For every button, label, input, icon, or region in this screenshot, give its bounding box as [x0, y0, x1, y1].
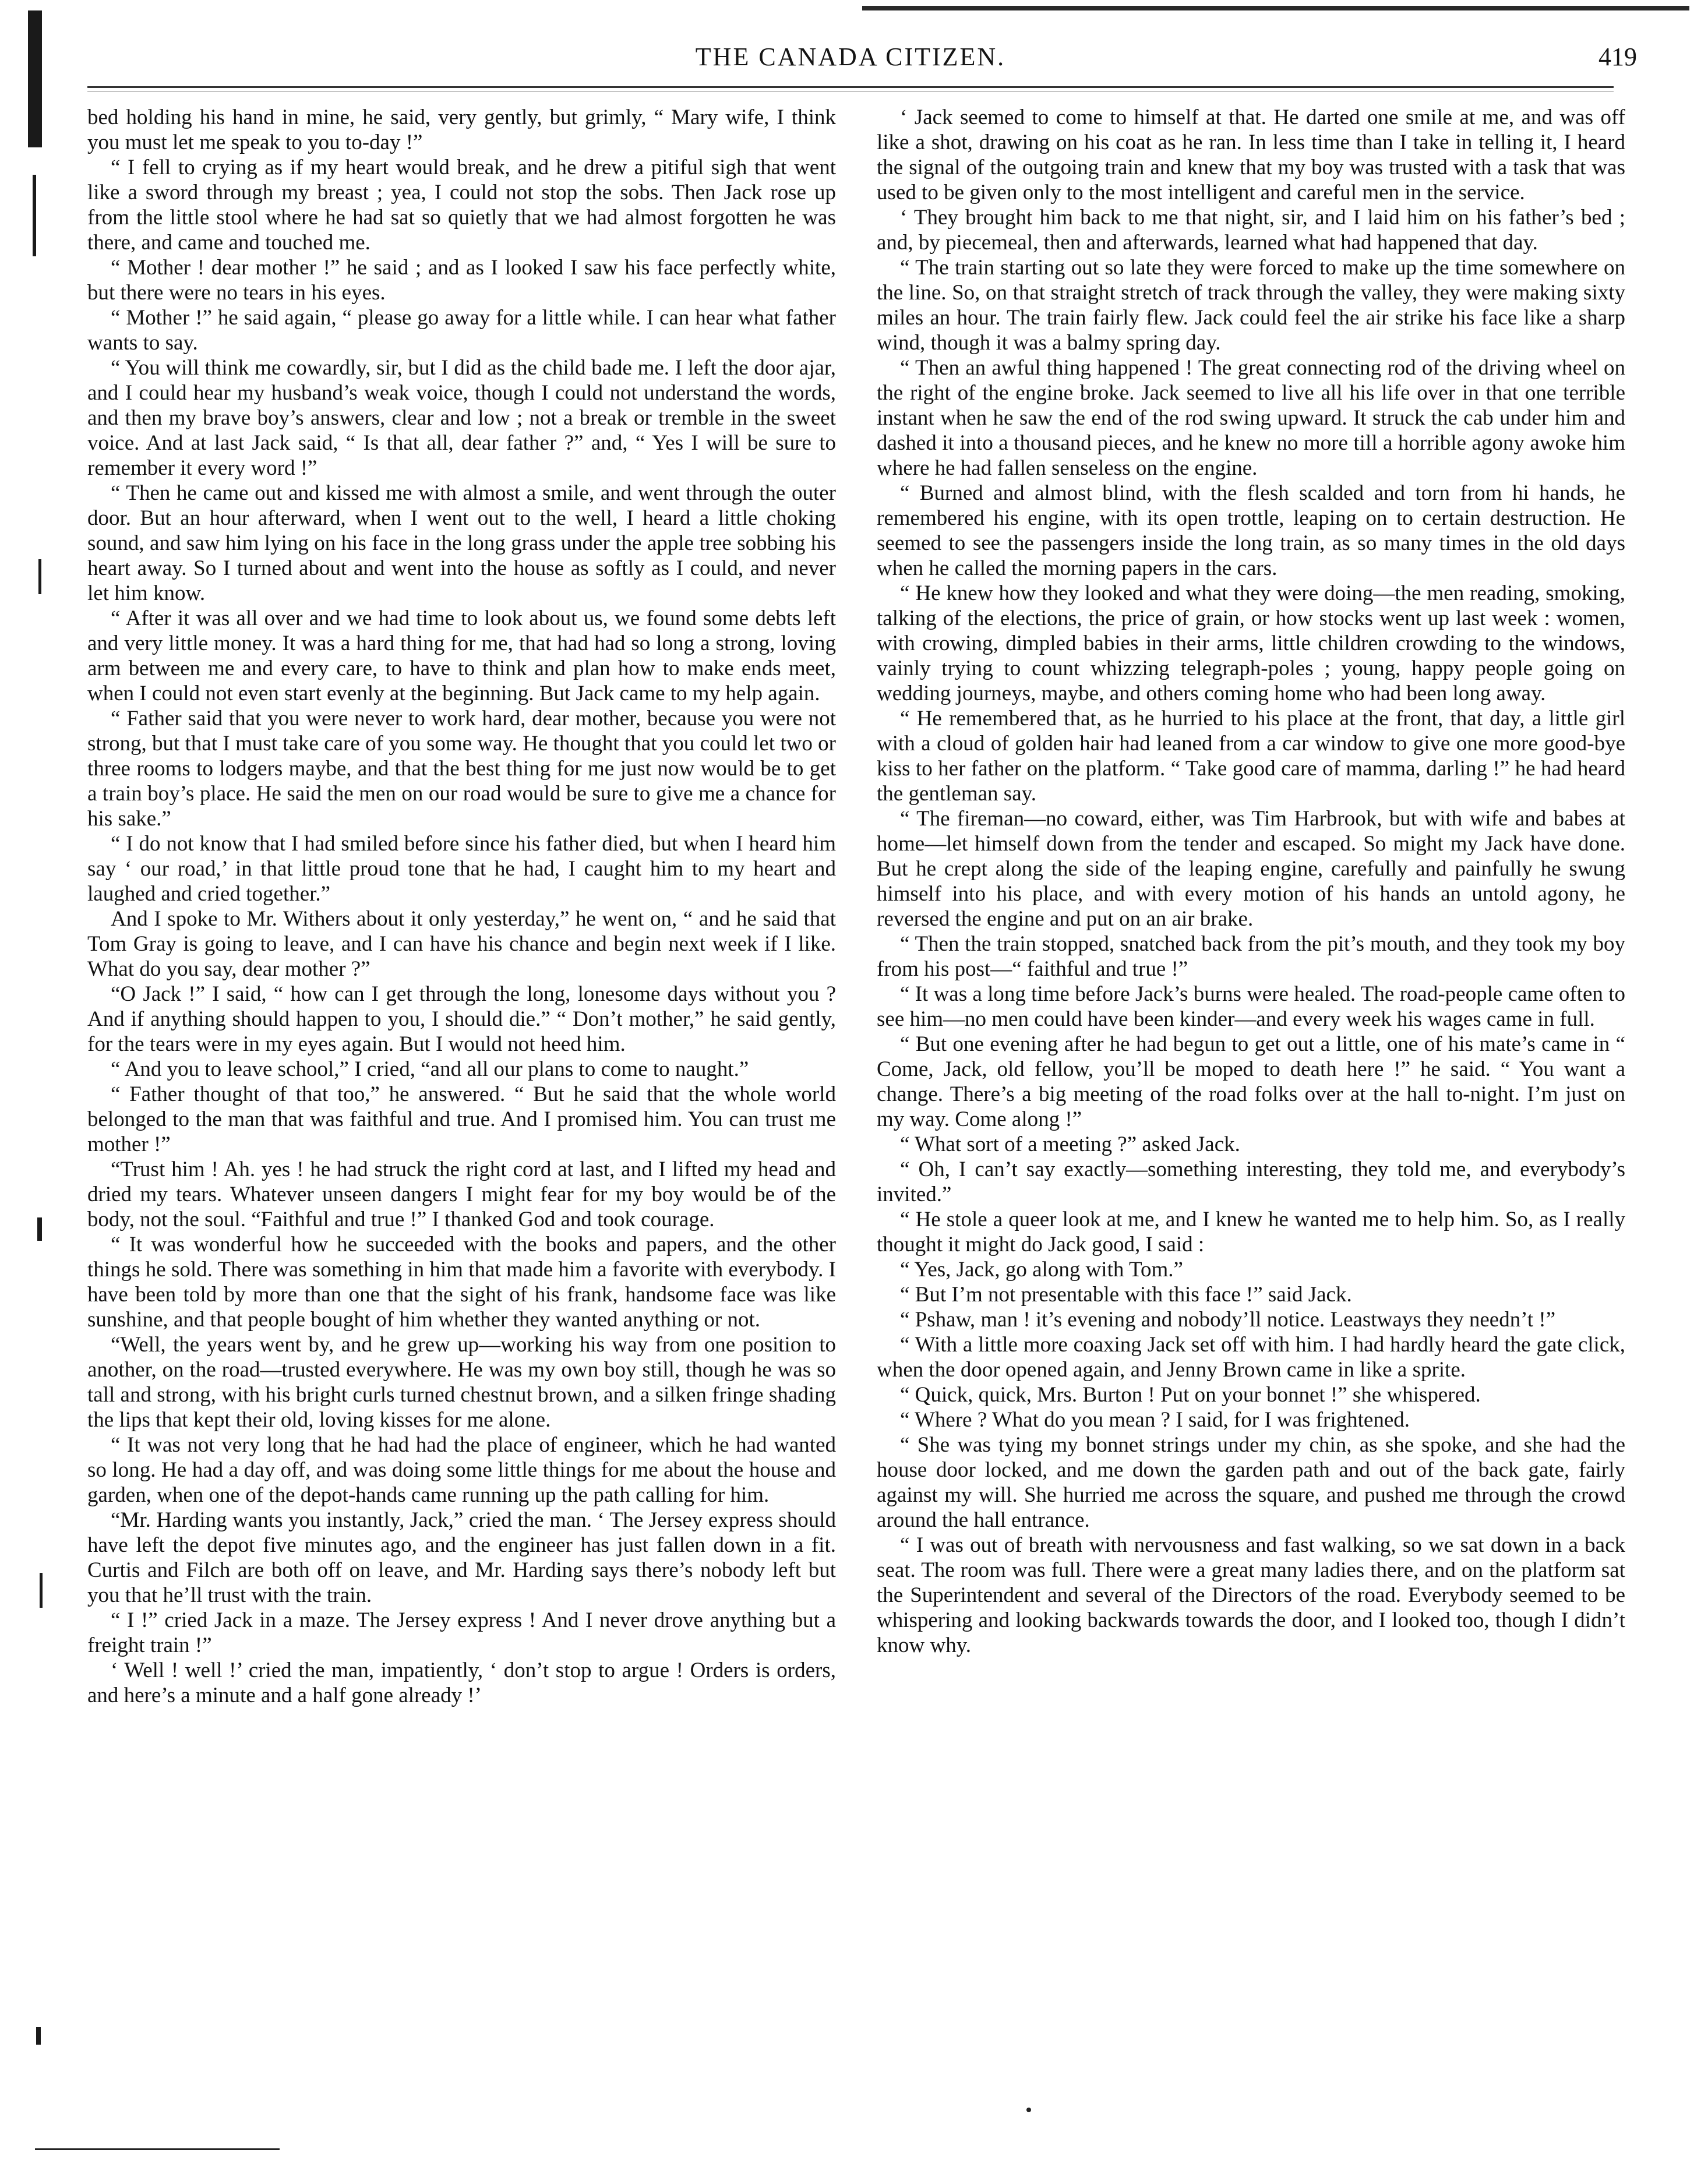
top-rule	[862, 6, 1689, 10]
binding-mark	[36, 2027, 41, 2045]
binding-mark	[40, 1573, 43, 1608]
paragraph: ‘ They brought him back to me that night, sir, and I laid him on his father’s bed ; and, by piecemeal, then and afterwards, learned what had happened that day.	[877, 206, 1625, 255]
paragraph: “ Then an awful thing happened ! The great connecting rod of the driving wheel on the right of the engine broke. Jack seemed to live all his life over in that one terrible instant when he saw the end of the rod swing upward. It struck the cab under him and dashed it into a thousand pieces, and he knew no more till a horrible agony awoke him where he had fallen senseless on the engine.	[877, 356, 1625, 480]
paragraph: “ It was wonderful how he succeeded with the books and papers, and the other things he sold. There was something in him that made him a favorite with everybody. I have been told by more than one that the sight of his frank, handsome face was like sunshine, and that people bought of him whether they wanted anything or not.	[87, 1233, 836, 1332]
paragraph: “ The train starting out so late they were forced to make up the time somewhere on the line. So, on that straight stretch of track through the valley, they were making sixty miles an hour. The train fairly flew. Jack could feel the air strike his face like a sharp wind, though it was a balmy spring day.	[877, 256, 1625, 355]
paragraph: “ It was not very long that he had had the place of engineer, which he had wanted so long. He had a day off, and was doing some little things for me about the house and garden, when one of the depot-hands came running up the path calling for him.	[87, 1433, 836, 1507]
paragraph: ‘ Well ! well !’ cried the man, impatiently, ‘ don’t stop to argue ! Orders is orders, and here’s a minute and a half gone already !’	[87, 1658, 836, 1707]
paragraph: “ Quick, quick, Mrs. Burton ! Put on your bonnet !” she whispered.	[900, 1383, 1481, 1407]
paragraph: “ Mother !” he said again, “ please go away for a little while. I can hear what father wants to say.	[87, 306, 836, 355]
binding-mark	[33, 175, 36, 256]
binding-mark	[38, 559, 41, 594]
running-head	[64, 42, 1637, 89]
paragraph: ‘ Jack seemed to come to himself at that. He darted one smile at me, and was off like a shot, drawing on his coat as he ran. In less time than I take in telling it, I heard the signal of the outgoing train and knew that my boy was trusted with a task that was used to be given only to the most intelligent and careful men in the service.	[877, 105, 1625, 204]
header-rule	[87, 86, 1614, 88]
binding-mark	[37, 1217, 42, 1241]
paragraph: “ The fireman—no coward, either, was Tim Harbrook, but with wife and babes at home—let himself down from the tender and escaped. So might my Jack have done. But he crept along the side of the leaping engine, carefully and painfully he swung himself into his place, and with every motion of his hands an untold agony, he reversed the engine and put on an air brake.	[877, 807, 1625, 931]
paragraph: “O Jack !” I said, “ how can I get through the long, lonesome days without you ? And if anything should happen to you, I should die.” “ Don’t mother,” he said gently, for the tears were in my eyes again. But I would not heed him.	[87, 982, 836, 1056]
paragraph: “ Then he came out and kissed me with almost a smile, and went through the outer door. But an hour afterward, when I went out to the well, I heard a little choking sound, and saw him lying on his face in the long grass under the apple tree sobbing his heart away. So I turned about and went into the house as softly as I could, and never let him know.	[87, 481, 836, 605]
paragraph: “ He remembered that, as he hurried to his place at the front, that day, a little girl with a cloud of golden hair had leaned from a car window to give one more good-bye kiss to her father on the platform. “ Take good care of mamma, darling !” he had heard the gentleman say.	[877, 707, 1625, 806]
page-number: 419	[1598, 43, 1637, 71]
paragraph: “ Then the train stopped, snatched back from the pit’s mouth, and they took my boy from his post—“ faithful and true !”	[877, 932, 1625, 981]
left-column	[87, 105, 836, 2085]
paragraph: “ It was a long time before Jack’s burns were healed. The road-people came often to see him—no men could have been kinder—and every week his wages came in full.	[877, 982, 1625, 1031]
scan-edge	[22, 0, 48, 2160]
paragraph: “Well, the years went by, and he grew up—working his way from one position to another, on the road—trusted everywhere. He was my own boy still, though he was so tall and strong, with his bright curls turned chestnut brown, and a silken fringe shading the lips that kept their old, loving kisses for me alone.	[87, 1333, 836, 1432]
paragraph: “ I fell to crying as if my heart would break, and he drew a pitiful sigh that went like a sword through my breast ; yea, I could not stop the sobs. Then Jack rose up from the little stool where he had sat so quietly that we had almost forgotten he was there, and came and touched me.	[87, 156, 836, 255]
paragraph: “Trust him ! Ah. yes ! he had struck the right cord at last, and I lifted my head and dried my tears. Whatever unseen dangers I might fear for my boy would be of the body, not the soul. “Faithful and true !” I thanked God and took courage.	[87, 1157, 836, 1231]
page-title: THE CANADA CITIZEN.	[695, 43, 1006, 71]
paragraph: “ Mother ! dear mother !” he said ; and as I looked I saw his face perfectly white, but there were no tears in his eyes.	[87, 256, 836, 305]
paragraph: And I spoke to Mr. Withers about it only yesterday,” he went on, “ and he said that Tom Gray is going to leave, and I can have his chance and begin next week if I like. What do you say, dear mother ?”	[87, 907, 836, 981]
paragraph: “ What sort of a meeting ?” asked Jack.	[900, 1132, 1240, 1156]
paragraph: “ He stole a queer look at me, and I knew he wanted me to help him. So, as I really thought it might do Jack good, I said :	[877, 1208, 1625, 1257]
bottom-rule	[35, 2148, 280, 2150]
page-speck	[1026, 2108, 1031, 2112]
paragraph: “ I do not know that I had smiled before since his father died, but when I heard him say ‘ our road,’ in that little proud tone that he had, I caught him to my heart and laughed and cried together.”	[87, 832, 836, 906]
paragraph: “ He knew how they looked and what they were doing—the men reading, smoking, talking of the elections, the price of grain, or how stocks went up last week : women, with crowing, dimpled babies in their arms, little children crowding to the windows, vainly trying to count whizzing telegraph-poles ; young, happy people going on wedding journeys, maybe, and others coming home who had been long away.	[877, 581, 1625, 705]
paragraph: “ You will think me cowardly, sir, but I did as the child bade me. I left the door ajar, and I could hear my husband’s weak voice, though I could not understand the words, and then my brave boy’s answers, clear and low ; not a break or tremble in the sweet voice. And at last Jack said, “ Is that all, dear father ?” and, “ Yes I will be sure to remember it every word !”	[87, 356, 836, 480]
paragraph: “ Where ? What do you mean ? I said, for I was frightened.	[900, 1408, 1410, 1432]
paragraph: “ Pshaw, man ! it’s evening and nobody’ll notice. Leastways they needn’t !”	[900, 1308, 1556, 1332]
binding-shadow	[28, 10, 42, 147]
paragraph: “ Father said that you were never to work hard, dear mother, because you were not strong, but that I must take care of you some way. He thought that you could let two or three rooms to lodgers maybe, and that the best thing for me just now would be to get a train boy’s place. He said the men on our road would be sure to give me a chance for his sake.”	[87, 707, 836, 831]
paragraph: “ I !” cried Jack in a maze. The Jersey express ! And I never drove anything but a freight train !”	[87, 1608, 836, 1657]
paragraph: “ But I’m not presentable with this face !” said Jack.	[900, 1283, 1352, 1307]
paragraph: “ But one evening after he had begun to get out a little, one of his mate’s came in “ Come, Jack, old fellow, you’ll be moped to death here !” he said. “ You want a change. There’s a big meeting of the road folks over at the hall to-night. I’m just on my way. Come along !”	[877, 1032, 1625, 1131]
paragraph: “ Burned and almost blind, with the flesh scalded and torn from hi hands, he remembered his engine, with its open trottle, leaping on to certain destruction. He seemed to see the passengers inside the long train, as so many times in the old days when he called the morning papers in the cars.	[877, 481, 1625, 580]
paragraph: bed holding his hand in mine, he said, very gently, but grimly, “ Mary wife, I think you must let me speak to you to-day !”	[87, 105, 836, 154]
paragraph: “ Yes, Jack, go along with Tom.”	[900, 1258, 1183, 1282]
paragraph: “ Oh, I can’t say exactly—something interesting, they told me, and everybody’s invited.”	[877, 1157, 1625, 1206]
paragraph: “Mr. Harding wants you instantly, Jack,” cried the man. ‘ The Jersey express should have left the depot five minutes ago, and the engineer has just fallen down in a fit. Curtis and Filch are both off on leave, and Mr. Harding says there’s nobody left but you that he’ll trust with the train.	[87, 1508, 836, 1607]
right-column	[877, 105, 1625, 2085]
paragraph: “ I was out of breath with nervousness and fast walking, so we sat down in a back seat. The room was full. There were a great many ladies there, and on the platform sat the Superintendent and several of the Directors of the road. Everybody seemed to be whispering and looking backwards towards the door, and I looked too, though I didn’t know why.	[877, 1533, 1625, 1657]
paragraph: “ With a little more coaxing Jack set off with him. I had hardly heard the gate click, when the door opened again, and Jenny Brown came in like a sprite.	[877, 1333, 1625, 1382]
paragraph: “ After it was all over and we had time to look about us, we found some debts left and very little money. It was a hard thing for me, that had had so long a strong, loving arm between me and every care, to have to think and plan how to make ends meet, when I could not even start evenly at the beginning. But Jack came to my help again.	[87, 606, 836, 705]
paragraph: “ Father thought of that too,” he answered. “ But he said that the whole world belonged to the man that was faithful and true. And I promised him. You can trust me mother !”	[87, 1082, 836, 1156]
paragraph: “ And you to leave school,” I cried, “and all our plans to come to naught.”	[111, 1057, 749, 1081]
paragraph: “ She was tying my bonnet strings under my chin, as she spoke, and she had the house door locked, and me down the garden path and out of the back gate, fairly against my will. She hurried me across the square, and pushed me through the crowd around the hall entrance.	[877, 1433, 1625, 1532]
